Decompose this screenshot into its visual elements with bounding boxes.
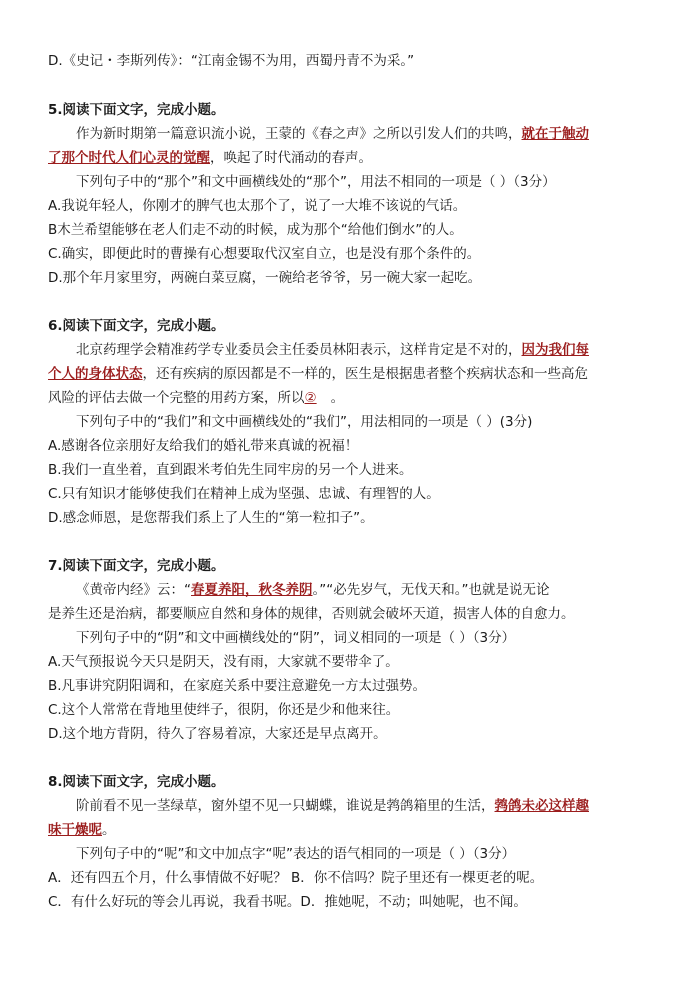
q5-option-c: C.确实，即便此时的曹操有心想要取代汉室自立，也是没有那个条件的。 [48, 246, 481, 262]
q5-option-a: A.我说年轻人，你刚才的脾气也太那个了，说了一大堆不该说的气话。 [48, 198, 467, 214]
q6-passage-text: 北京药理学会精准药学专业委员会主任委员林阳表示，这样肯定是不对的， [76, 342, 522, 358]
q8-passage-end: 。 [102, 822, 116, 838]
q6-stem: 下列句子中的“我们”和文中画横线处的“我们”，用法相同的一项是（ ）(3分) [76, 414, 533, 430]
q6-underlined-phrase-part2: 个人的身体状态 [48, 366, 143, 382]
q6-underlined-phrase-part1: 因为我们每 [521, 342, 589, 358]
q5-passage-text: 作为新时期第一篇意识流小说，王蒙的《春之声》之所以引发人们的共鸣， [76, 126, 522, 142]
q5-title: 5.阅读下面文字，完成小题。 [48, 102, 225, 118]
q6-passage-text3: 风险的评估去做一个完整的用药方案，所以 [48, 390, 305, 406]
q6-passage-end: 。 [330, 390, 345, 406]
q7-passage-text2: 。”“必先岁气，无伐天和。”也就是说无论 [312, 582, 550, 598]
q8-underlined-phrase-part2: 味干燥 [48, 822, 89, 838]
q5-option-d: D.那个年月家里穷，两碗白菜豆腐，一碗给老爷爷，另一碗大家一起吃。 [48, 270, 482, 286]
q5-passage-text2: ，唤起了时代涌动的春声。 [210, 150, 372, 166]
q7-passage-line1 [76, 579, 655, 601]
q8-dotted-char: 呢 [88, 822, 102, 838]
q7-underlined-phrase: 春夏养阳，秋冬养阴 [191, 582, 313, 598]
q5-underlined-phrase-part1: 就在于触动 [521, 126, 589, 142]
q7-option-a: A.天气预报说今天只是阴天，没有雨，大家就不要带伞了。 [48, 654, 399, 670]
q7-option-b: B.凡事讲究阴阳调和，在家庭关系中要注意避免一方太过强势。 [48, 678, 427, 694]
q7-option-d: D.这个地方背阴，待久了容易着凉，大家还是早点离开。 [48, 726, 387, 742]
q7-passage-text: 《黄帝内经》云：“ [76, 582, 191, 598]
q6-passage-line2 [48, 363, 655, 385]
q6-title: 6.阅读下面文字，完成小题。 [48, 318, 225, 334]
q7-title: 7.阅读下面文字，完成小题。 [48, 558, 225, 574]
q6-option-c: C.只有知识才能够使我们在精神上成为坚强、忠诚、有理智的人。 [48, 486, 440, 502]
q5-option-b: B木兰希望能够在老人们走不动的时候，成为那个“给他们倒水”的人。 [48, 222, 463, 238]
q6-option-b: B.我们一直坐着，直到跟米考伯先生同牢房的另一个人进来。 [48, 462, 413, 478]
q8-passage-line2 [48, 819, 655, 841]
q6-option-d: D.感念师恩，是您帮我们系上了人生的“第一粒扣子”。 [48, 510, 374, 526]
q5-passage-line2 [48, 147, 655, 169]
q6-passage-line3 [48, 387, 655, 409]
q8-underlined-phrase-part1: 鹁鸽未必这样趣 [494, 798, 589, 814]
q7-stem: 下列句子中的“阴”和文中画横线处的“阴”，词义相同的一项是（ ）（3分） [76, 630, 516, 646]
q7-option-c: C.这个人常常在背地里使绊子，很阴，你还是少和他来往。 [48, 702, 400, 718]
q7-passage-line2: 是养生还是治病，都要顺应自然和身体的规律，否则就会破坏天道，损害人体的自愈力。 [48, 606, 575, 622]
q4-option-d: D.《史记・李斯列传》：“江南金锡不为用，西蜀丹青不为采。” [48, 53, 415, 69]
q8-options-ab: A．还有四五个月，什么事情做不好呢？ B．你不信吗？院子里还有一棵更老的呢。 [48, 870, 544, 886]
q8-passage-text: 阶前看不见一茎绿草，窗外望不见一只蝴蝶，谁说是鹁鸽箱里的生活， [76, 798, 495, 814]
q8-stem: 下列句子中的“呢”和文中加点字“呢”表达的语气相同的一项是（ ）（3分） [76, 846, 516, 862]
q6-passage-text2: ，还有疾病的原因都是不一样的，医生是根据患者整个疾病状态和一些高危 [142, 366, 588, 382]
q6-passage-line1 [76, 339, 655, 361]
q8-title: 8.阅读下面文字，完成小题。 [48, 774, 225, 790]
q8-passage-line1 [76, 795, 655, 817]
q5-passage-line1 [76, 123, 655, 145]
q5-underlined-phrase-part2: 了那个时代人们心灵的觉醒 [48, 150, 210, 166]
q6-blank-marker: ② [304, 390, 317, 406]
q5-stem: 下列句子中的“那个”和文中画横线处的“那个”，用法不相同的一项是（ ）（3分） [76, 174, 556, 190]
q6-option-a: A.感谢各位亲朋好友给我们的婚礼带来真诚的祝福！ [48, 438, 359, 454]
q8-options-cd: C．有什么好玩的等会儿再说，我看书呢。D．推她呢，不动；叫她呢，也不闻。 [48, 894, 527, 910]
